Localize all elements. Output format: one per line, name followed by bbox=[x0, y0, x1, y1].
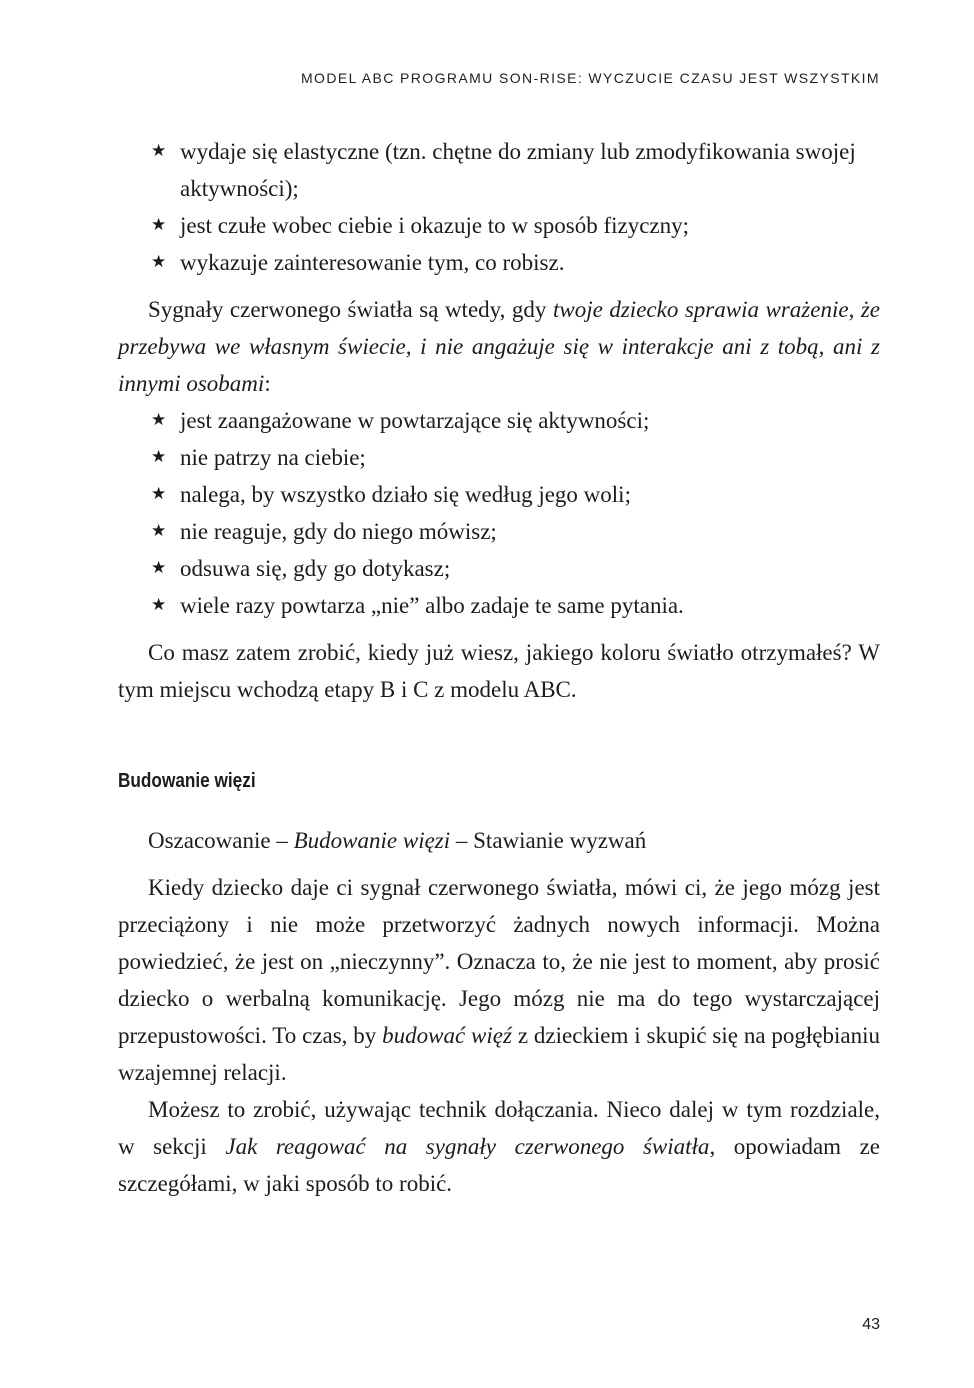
body-paragraph-2 bbox=[118, 1091, 880, 1202]
paragraph-text: Kiedy dziecko daje ci sygnał czerwonego światła, mówi ci, że jego mózg jest przeciążony i nie może przetworzyć żadnych nowych informacji. Można powiedzieć, że jest on „nieczynny”. Oznacza to, że nie jest to moment, aby prosić dziecko o werbalną komunikację. Jego mózg nie ma do tego wystarczającej przepustowości. To czas, by bbox=[118, 875, 880, 1048]
paragraph-text: z dzieckiem i skupić się na pogłębianiu wzajemnej relacji. bbox=[118, 1023, 880, 1085]
star-icon: ★ bbox=[151, 447, 167, 467]
red-light-intro-paragraph bbox=[118, 291, 880, 402]
list-item-text: wydaje się elastyczne (tzn. chętne do zmiany lub zmodyfikowania swojej aktywności); bbox=[180, 139, 856, 201]
list-item bbox=[118, 439, 880, 476]
list-item-text: wiele razy powtarza „nie” albo zadaje te same pytania. bbox=[180, 593, 684, 618]
list-item-text: nalega, by wszystko działo się według jego woli; bbox=[180, 482, 631, 507]
page-body bbox=[118, 133, 880, 1202]
star-icon: ★ bbox=[151, 595, 167, 615]
running-head: MODEL ABC PROGRAMU SON-RISE: WYCZUCIE CZASU JEST WSZYSTKIM bbox=[300, 70, 880, 86]
list-item bbox=[118, 587, 880, 624]
star-icon: ★ bbox=[151, 252, 167, 272]
list-item-text: nie patrzy na ciebie; bbox=[180, 445, 366, 470]
star-icon: ★ bbox=[151, 410, 167, 430]
list-item bbox=[118, 476, 880, 513]
intro-italic-text: twoje dziecko sprawia wrażenie, że przebywa we własnym świecie, i nie angażuje się w interakcje ani z tobą, ani z innymi osobami bbox=[118, 297, 881, 396]
intro-end-text: : bbox=[264, 371, 271, 396]
star-icon: ★ bbox=[151, 141, 167, 161]
list-item-text: odsuwa się, gdy go dotykasz; bbox=[180, 556, 451, 581]
list-item-text: jest czułe wobec ciebie i okazuje to w sposób fizyczny; bbox=[180, 213, 690, 238]
star-icon: ★ bbox=[151, 521, 167, 541]
page-number: 43 bbox=[862, 1316, 880, 1333]
bullet-list-red-signals bbox=[118, 402, 880, 624]
body-paragraph-1 bbox=[118, 869, 880, 1091]
process-step-3: – Stawianie wyzwań bbox=[450, 828, 647, 853]
star-icon: ★ bbox=[151, 558, 167, 578]
list-item-text: nie reaguje, gdy do niego mówisz; bbox=[180, 519, 497, 544]
transition-paragraph: Co masz zatem zrobić, kiedy już wiesz, jakiego koloru światło otrzymałeś? W tym miejscu wchodzą etapy B i C z modelu ABC. bbox=[118, 640, 880, 702]
process-line bbox=[118, 822, 880, 859]
list-item bbox=[118, 513, 880, 550]
star-icon: ★ bbox=[151, 215, 167, 235]
bullet-list-green-signals bbox=[118, 133, 880, 281]
star-icon: ★ bbox=[151, 484, 167, 504]
list-item bbox=[118, 244, 880, 281]
process-step-1: Oszacowanie – bbox=[148, 828, 294, 853]
process-step-2: Budowanie więzi bbox=[293, 828, 451, 853]
paragraph-italic: budować więź bbox=[382, 1023, 512, 1048]
list-item bbox=[118, 133, 880, 207]
list-item bbox=[118, 402, 880, 439]
list-item bbox=[118, 207, 880, 244]
intro-plain-text: Sygnały czerwonego światła są wtedy, gdy bbox=[148, 297, 553, 322]
list-item-text: jest zaangażowane w powtarzające się aktywności; bbox=[180, 408, 650, 433]
paragraph-text: Możesz to zrobić, używając technik dołączania. Nieco dalej w tym rozdziale, w sekcji bbox=[118, 1097, 880, 1159]
paragraph-text: , opowiadam ze szczegółami, w jaki sposób to robić. bbox=[118, 1134, 880, 1196]
paragraph-italic: Jak reagować na sygnały czerwonego światła bbox=[225, 1134, 710, 1159]
list-item bbox=[118, 550, 880, 587]
list-item-text: wykazuje zainteresowanie tym, co robisz. bbox=[180, 250, 565, 275]
section-heading: Budowanie więzi bbox=[118, 770, 256, 792]
